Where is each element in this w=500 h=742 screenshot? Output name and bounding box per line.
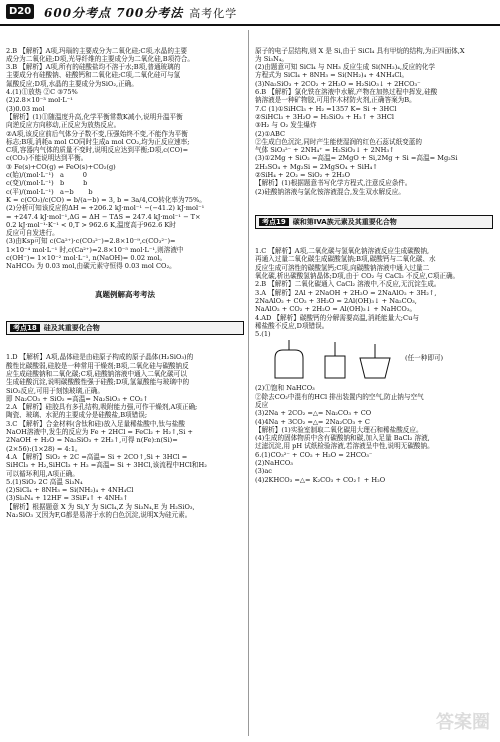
text-line: 应生成硅酸钠和二氧化碳;C项,硅酸钠溶液中通入二氧化碳可以 [6, 369, 187, 378]
text-line: Na₂SiO₃ 又因为F,G都是易溶于水的白色沉淀,说明X为硅元素。 [6, 511, 192, 520]
text-line: 4.(1)①放热 ②C ③75% [6, 88, 78, 97]
page-badge: D20 [6, 4, 34, 19]
right-column [255, 30, 493, 738]
text-line: ②A项,该反应前后气体分子数不变,压强始终不变,不能作为平衡 [6, 129, 188, 138]
text-line: (3)Si₃N₄ + 12HF = 3SiF₄↑ + 4NH₃↑ [6, 494, 129, 503]
text-line: (2)SiCl₄ + 8NH₃ = Si(NH₂)₄ + 4NH₄Cl [6, 486, 134, 495]
text-line: ③ Fe(s)+CO(g) ⇌ FeO(s)+CO₂(g) [6, 162, 116, 171]
text-line: 2H₂SO₄ + Mg₂Si = 2MgSO₄ + SiH₄↑ [255, 162, 378, 171]
text-line: 生成硅酸沉淀,说明碳酸酸性强于硅酸;D项,氢氟酸能与玻璃中的 [6, 378, 190, 387]
text-line: 反应 [255, 400, 269, 409]
text-line: 2.B 【解析】二氧化碳通入 CaCl₂ 溶液中,不反应,无沉淀生成。 [255, 280, 441, 289]
text-line: 6.B 【解析】氯化铁在溶液中水解,产物在加热过程中挥发,硅酸 [255, 88, 438, 97]
text-line: 3.C 【解析】合金材料(含钛和硅)放入足量稀盐酸中,钛与盐酸 [6, 419, 185, 428]
text-line: ②生成白色沉淀,同时产生能使湿润的红色石蕊试纸变蓝的 [255, 137, 422, 146]
text-line: (4)4Na + 3CO₂ =△= 2Na₂CO₃ + C [255, 417, 370, 426]
text-line: SiO₂反应,可用于刻蚀玻璃,正确。 [6, 386, 104, 395]
text-line: 3.A 【解析】2Al + 2NaOH + 2H₂O = 2NaAlO₂ + 3H₂↑, [255, 288, 437, 297]
text-line: 2NaAlO₂ + CO₂ + 3H₂O = 2Al(OH)₃↓ + Na₂CO₃, [255, 296, 417, 305]
text-line: 向逆反应方向移动,正反应为放热反应。 [6, 121, 121, 130]
brand-name: 600分考点 700分考法 [44, 6, 184, 20]
left-answers-block [6, 47, 244, 271]
text-line: 为 Si₃N₄。 [255, 54, 288, 63]
text-line: 5.(1) [255, 330, 271, 339]
text-line: 0.2 kJ·mol⁻¹·K⁻¹ < 0,T > 962.6 K,温度高于962.6 K时 [6, 220, 176, 229]
text-line: (3)2Na + 2CO₂ =△= Na₂CO₃ + CO [255, 409, 372, 418]
text-line: 钠溶液是一种矿物胶,可用作木材防火剂,正确答案为B。 [255, 96, 416, 105]
text-line: 陶瓷、玻璃、水泥的主要成分是硅酸盐,B项错误; [6, 411, 148, 420]
text-line: 标志;B项,消耗a mol CO同时生成a mol CO₂,均为正反应速率; [6, 137, 190, 146]
text-line: NaOH溶液中,发生的反应为 Fe + 2HCl = FeCl₂ + H₂↑,Si + [6, 428, 193, 437]
text-line: 【解析】(1)①随温度升高,化学平衡常数K减小,说明升温平衡 [6, 112, 183, 121]
text-line: (4)2KHCO₃ =△= K₂CO₃ + CO₂↑ + H₂O [255, 475, 386, 484]
text-line: 7.C (1)①SiHCl₃ + H₂ =1357 K= Si + 3HCl [255, 104, 397, 113]
text-line: (2×56):(1×28) = 4:1。 [6, 444, 82, 453]
diagram-note: (任一种即可) [405, 354, 444, 363]
text-line: 再通入过量二氧化碳生成碳酸氢钠;B项,碳酸钙与二氧化碳、水 [255, 255, 436, 264]
text-line: 可以循环利用,A项正确。 [6, 469, 79, 478]
text-line: (2)①ABC [255, 129, 286, 138]
header-rule [0, 24, 500, 26]
text-line: 4.A 【解析】SiO₂ + 2C =高温= Si + 2CO↑,Si + 3HCl = [6, 452, 188, 461]
text-line: 过滤沉淀,用 pH 试纸检验溶液,若溶液呈中性,说明无碳酸钠。 [255, 442, 434, 451]
left-column [6, 30, 244, 738]
text-line: (2)分析可知该反应的ΔH = +206.2 kJ·mol⁻¹ −(−41.2) kJ·mol⁻¹ [6, 204, 205, 213]
text-line: 4.AD 【解析】碳酸钙的分解需要高温,消耗能量大;Cu与 [255, 313, 419, 322]
text-line: K = c(CO₂)/c(CO) = b/(a−b) = 3, b = 3a/4,CO转化率为75%。 [6, 195, 206, 204]
text-line: 【解析】根据题意 X 为 Si,Y 为 SiCl₄,Z 为 Si₃N₄,E 为 H₂SiO₃, [6, 502, 195, 511]
text-line: 2NaOH + H₂O = Na₂SiO₃ + 2H₂↑,可得 n(Fe):n(Si)= [6, 436, 178, 445]
text-line: c(始)/(mol·L⁻¹) a 0 [6, 171, 88, 180]
text-line: c(CO₂)不能说明达到平衡。 [6, 154, 88, 163]
text-line: = +247.4 kJ·mol⁻¹,ΔG = ΔH − TΔS = 247.4 kJ·mol⁻¹ − T× [6, 212, 201, 221]
column-divider [248, 30, 249, 736]
text-line: 原子的电子层结构,则 X 是 Si,由于 SiCl₄ 具有甲烷的结构,为正四面体,X [255, 46, 465, 55]
text-line: (3)ac [255, 467, 272, 476]
text-line: NaHCO₃ 为 0.03 mol,由碳元素守恒得 0.03 mol CO₂。 [6, 262, 176, 271]
subject-name: 高考化学 [189, 7, 238, 20]
text-line: (3)由Ksp可知 c(Ca²⁺)·c(CO₃²⁻)=2.8×10⁻⁹,c(CO₃²⁻)= [6, 237, 176, 246]
text-line: 成分为二氧化硅;D项,光导纤维的主要成分为二氧化硅,B项符合。 [6, 54, 194, 63]
right-answers-block [255, 47, 493, 196]
text-line: 反应可自发进行。 [6, 229, 59, 238]
text-line: 1.D 【解析】A项,晶体硅是由硅原子构成的原子晶体(H₂SiO₃)的 [6, 353, 194, 362]
text-line: (2)NaHCO₃ [255, 459, 293, 468]
text-line: ②除去CO₂中混有的HCl 排出装置内的空气,防止钠与空气 [255, 392, 424, 401]
brand-title [44, 4, 237, 21]
text-line: (4)生成的固体物质中含有碳酸钠和碳,加入足量 BaCl₂ 溶液, [255, 434, 430, 443]
apparatus-icon [265, 338, 475, 382]
text-line: 气体 SiO₃²⁻ + 2NH₄⁺ = H₂SiO₃↓ + 2NH₃↑ [255, 146, 395, 155]
text-line: 1×10⁻⁴ mol·L⁻¹ 时,c(Ca²⁺)=2.8×10⁻⁵ mol·L⁻¹,则溶液中 [6, 245, 184, 254]
text-line: 氧化碳,析出碳酸氢钠晶体;D项,由于 CO₂ 与 CaCl₂ 不反应,C项正确。 [255, 272, 460, 281]
text-line: C项,容器内气体的质量不变时,说明反应达到平衡;D项,c(CO)= [6, 146, 189, 155]
text-line: 1.C 【解析】A项,二氧化碳与氢氧化钠溶液反应生成碳酸钠, [255, 247, 430, 256]
text-line: SiHCl₃ + H₂,SiHCl₃ + H₂ =高温= Si + 3HCl,该流程中HCl和H₂ [6, 461, 207, 470]
text-line: 即 Na₂CO₃ + SiO₂ =高温= Na₂SiO₃ + CO₂↑ [6, 394, 149, 403]
section-18-answers [6, 353, 244, 519]
text-line: ③H₂ 与 O₂ 发生爆炸 [255, 121, 317, 130]
text-line: 2.B 【解析】A项,玛瑙的主要成分为二氧化硅;C项,水晶的主要 [6, 46, 188, 55]
text-line: (3)Na₂SiO₃ + 2CO₂ + 2H₂O = H₂SiO₃↓ + 2HCO₃⁻ [255, 79, 421, 88]
text-line: 主要成分有硅酸钠、硅酸钙和二氧化硅;C项,二氧化硅可与氢 [6, 71, 181, 80]
middle-title: 真题例解高考考法 [95, 290, 155, 300]
text-line: c(变)/(mol·L⁻¹) b b [6, 179, 88, 188]
text-line: 方程式为 SiCl₄ + 8NH₃ = Si(NH₂)₄ + 4NH₄Cl。 [255, 71, 409, 80]
text-line: (2)2.8×10⁻³ mol·L⁻¹ [6, 96, 73, 105]
section-18-header: 考点18 硅及其重要化合物 [6, 321, 244, 335]
text-line: ②SiHCl₃ + 3H₂O = H₂SiO₃ + H₂↑ + 3HCl [255, 112, 395, 121]
text-line: c(OH⁻)= 1×10⁻² mol·L⁻¹, n(NaOH)= 0.02 mol。 [6, 254, 167, 263]
page-header [0, 0, 500, 26]
apparatus-diagram [255, 338, 493, 384]
text-line: ②SiH₄ + 2O₂ = SiO₂ + 2H₂O [255, 171, 350, 180]
text-line: (2)由题意可知 SiCl₄ 与 NH₃ 反应生成 Si(NH₂)₄,反应的化学 [255, 63, 435, 72]
text-line: 氟酸反应;D项,水晶的主要成分为SiO₂,正确。 [6, 79, 138, 88]
section-19-header: 考点19 碳和第IVA族元素及其重要化合物 [255, 215, 493, 229]
text-line: 酸性比碳酸弱,硅胶是一种常用干燥剂;B项,二氧化硅与碳酸钠反 [6, 361, 189, 370]
text-line: 反应生成可溶性的碳酸氢钙;C项,向碳酸钠溶液中通入过量二 [255, 263, 430, 272]
text-line: 5.(1)SiO₂ 2C 高温 Si₃N₄ [6, 477, 83, 486]
text-line: 【解析】(1)根据题意书写化学方程式,注意反应条件。 [255, 179, 412, 188]
text-line: (2)①饱和 NaHCO₃ [255, 384, 315, 393]
watermark-logo: 答案圈 [436, 712, 490, 733]
text-line: NaAlO₂ + CO₂ + 2H₂O = Al(OH)₃↓ + NaHCO₃。 [255, 305, 417, 314]
text-line: (3)0.03 mol [6, 104, 45, 113]
section-19-answers [255, 247, 493, 484]
text-line: 6.(1)CO₃²⁻ + CO₂ + H₂O = 2HCO₃⁻ [255, 450, 373, 459]
text-line: c(平)/(mol·L⁻¹) a−b b [6, 187, 93, 196]
text-line: 3.B 【解析】A项,所有的硅酸盐均不溶于水;B项,普通玻璃的 [6, 63, 181, 72]
text-line: 【解析】(1)实验室制取二氧化碳用大理石和稀盐酸反应。 [255, 425, 423, 434]
text-line: 稀盐酸不反应,D项错误。 [255, 321, 329, 330]
text-line: (3)①2Mg + SiO₂ =高温= 2MgO + Si,2Mg + Si =高温= Mg₂Si [255, 154, 458, 163]
text-line: (2)硅酸钠溶液与氯化铵溶液混合,发生双水解反应。 [255, 187, 405, 196]
text-line: 2.A 【解析】硅胶具有多孔结构,吸附能力强,可作干燥剂,A项正确; [6, 403, 198, 412]
